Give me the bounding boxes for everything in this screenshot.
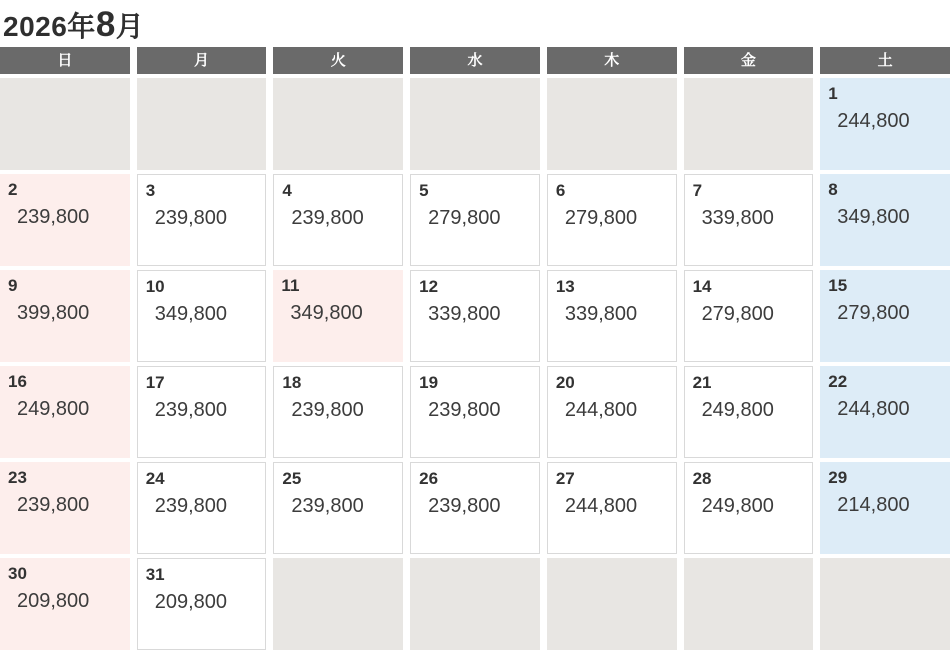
- empty-cell: [410, 558, 540, 650]
- day-cell-8[interactable]: [820, 174, 950, 266]
- day-price: 239,800: [291, 207, 364, 229]
- day-number: 26: [419, 469, 439, 488]
- day-number: 6: [555, 181, 566, 200]
- day-price: 209,800: [154, 591, 227, 613]
- day-price: 279,800: [837, 302, 910, 324]
- day-number: 23: [8, 468, 27, 487]
- weekday-header-tue: 火: [273, 47, 403, 74]
- day-price: 249,800: [701, 399, 774, 421]
- title-month: 8: [95, 5, 116, 44]
- day-number: 29: [828, 468, 848, 487]
- day-price: 239,800: [17, 206, 90, 228]
- weekday-header-mon: 月: [137, 47, 267, 74]
- title-year: 2026: [3, 11, 68, 42]
- title-month-label: 月: [115, 11, 145, 42]
- day-number: 8: [828, 180, 838, 199]
- day-cell-20[interactable]: [547, 366, 677, 458]
- weekday-header-thu: 木: [547, 47, 677, 74]
- day-number: 14: [692, 277, 712, 296]
- day-cell-24[interactable]: [137, 462, 267, 554]
- day-price: 244,800: [564, 495, 638, 517]
- price-calendar-grid: [0, 47, 950, 650]
- day-price: 339,800: [701, 207, 774, 229]
- day-number: 18: [282, 373, 302, 392]
- day-price: 239,800: [428, 495, 501, 517]
- day-cell-7[interactable]: [684, 174, 814, 266]
- day-cell-2[interactable]: [0, 174, 130, 266]
- weekday-header-wed: 水: [410, 47, 540, 74]
- day-cell-22[interactable]: [820, 366, 950, 458]
- day-cell-6[interactable]: [547, 174, 677, 266]
- weekday-header-fri: 金: [684, 47, 814, 74]
- day-price: 349,800: [290, 302, 363, 324]
- day-price: 244,800: [837, 110, 910, 132]
- day-cell-4[interactable]: [273, 174, 403, 266]
- day-cell-14[interactable]: [684, 270, 814, 362]
- day-cell-26[interactable]: [410, 462, 540, 554]
- empty-cell: [273, 78, 403, 170]
- empty-cell: [684, 558, 814, 650]
- day-price: 239,800: [154, 495, 227, 517]
- day-price: 239,800: [291, 399, 364, 421]
- empty-cell: [684, 78, 814, 170]
- day-price: 239,800: [154, 207, 227, 229]
- day-number: 19: [419, 373, 439, 392]
- day-cell-18[interactable]: [273, 366, 403, 458]
- day-price: 239,800: [291, 495, 364, 517]
- day-number: 25: [282, 469, 302, 488]
- day-number: 16: [8, 372, 27, 391]
- day-price: 279,800: [701, 303, 774, 325]
- day-price: 244,800: [564, 399, 638, 421]
- day-number: 1: [828, 84, 838, 103]
- day-price: 279,800: [564, 207, 638, 229]
- day-price: 349,800: [154, 303, 227, 325]
- day-price: 339,800: [428, 303, 501, 325]
- day-cell-28[interactable]: [684, 462, 814, 554]
- empty-cell: [0, 78, 130, 170]
- day-number: 9: [8, 276, 18, 295]
- day-price: 349,800: [837, 206, 910, 228]
- day-cell-10[interactable]: [137, 270, 267, 362]
- day-number: 7: [692, 181, 703, 200]
- day-number: 28: [692, 469, 712, 488]
- day-price: 239,800: [428, 399, 501, 421]
- day-cell-13[interactable]: [547, 270, 677, 362]
- day-cell-12[interactable]: [410, 270, 540, 362]
- day-cell-31[interactable]: [137, 558, 267, 650]
- day-number: 10: [145, 277, 165, 296]
- day-number: 13: [555, 277, 575, 296]
- page-title: [0, 0, 950, 47]
- day-number: 30: [8, 564, 27, 583]
- day-number: 21: [692, 373, 712, 392]
- day-cell-11[interactable]: [273, 270, 403, 362]
- day-price: 239,800: [154, 399, 227, 421]
- day-price: 244,800: [837, 398, 910, 420]
- day-cell-23[interactable]: [0, 462, 130, 554]
- day-price: 239,800: [17, 494, 90, 516]
- day-price: 399,800: [17, 302, 90, 324]
- day-cell-16[interactable]: [0, 366, 130, 458]
- day-cell-1[interactable]: [820, 78, 950, 170]
- day-number: 2: [8, 180, 18, 199]
- day-cell-29[interactable]: [820, 462, 950, 554]
- title-year-label: 年: [67, 11, 96, 42]
- weekday-header-sun: 日: [0, 47, 130, 74]
- day-cell-27[interactable]: [547, 462, 677, 554]
- day-cell-15[interactable]: [820, 270, 950, 362]
- day-price: 279,800: [428, 207, 501, 229]
- day-cell-21[interactable]: [684, 366, 814, 458]
- day-number: 22: [828, 372, 848, 391]
- day-number: 31: [145, 565, 165, 584]
- empty-cell: [410, 78, 540, 170]
- day-cell-25[interactable]: [273, 462, 403, 554]
- day-cell-5[interactable]: [410, 174, 540, 266]
- day-price: 249,800: [701, 495, 774, 517]
- day-number: 20: [555, 373, 575, 392]
- day-price: 339,800: [564, 303, 638, 325]
- weekday-header-sat: 土: [820, 47, 950, 74]
- day-number: 24: [145, 469, 165, 488]
- day-cell-3[interactable]: [137, 174, 267, 266]
- empty-cell: [273, 558, 403, 650]
- day-price: 209,800: [17, 590, 90, 612]
- empty-cell: [820, 558, 950, 650]
- day-number: 12: [419, 277, 439, 296]
- day-price: 249,800: [17, 398, 90, 420]
- day-number: 3: [145, 181, 156, 200]
- day-number: 17: [145, 373, 165, 392]
- day-cell-17[interactable]: [137, 366, 267, 458]
- day-cell-30[interactable]: [0, 558, 130, 650]
- day-number: 11: [281, 276, 300, 295]
- day-number: 27: [555, 469, 575, 488]
- day-number: 4: [282, 181, 292, 200]
- empty-cell: [547, 78, 677, 170]
- day-number: 15: [828, 276, 848, 295]
- day-number: 5: [419, 181, 429, 200]
- day-price: 214,800: [837, 494, 910, 516]
- empty-cell: [547, 558, 677, 650]
- empty-cell: [137, 78, 267, 170]
- day-cell-19[interactable]: [410, 366, 540, 458]
- day-cell-9[interactable]: [0, 270, 130, 362]
